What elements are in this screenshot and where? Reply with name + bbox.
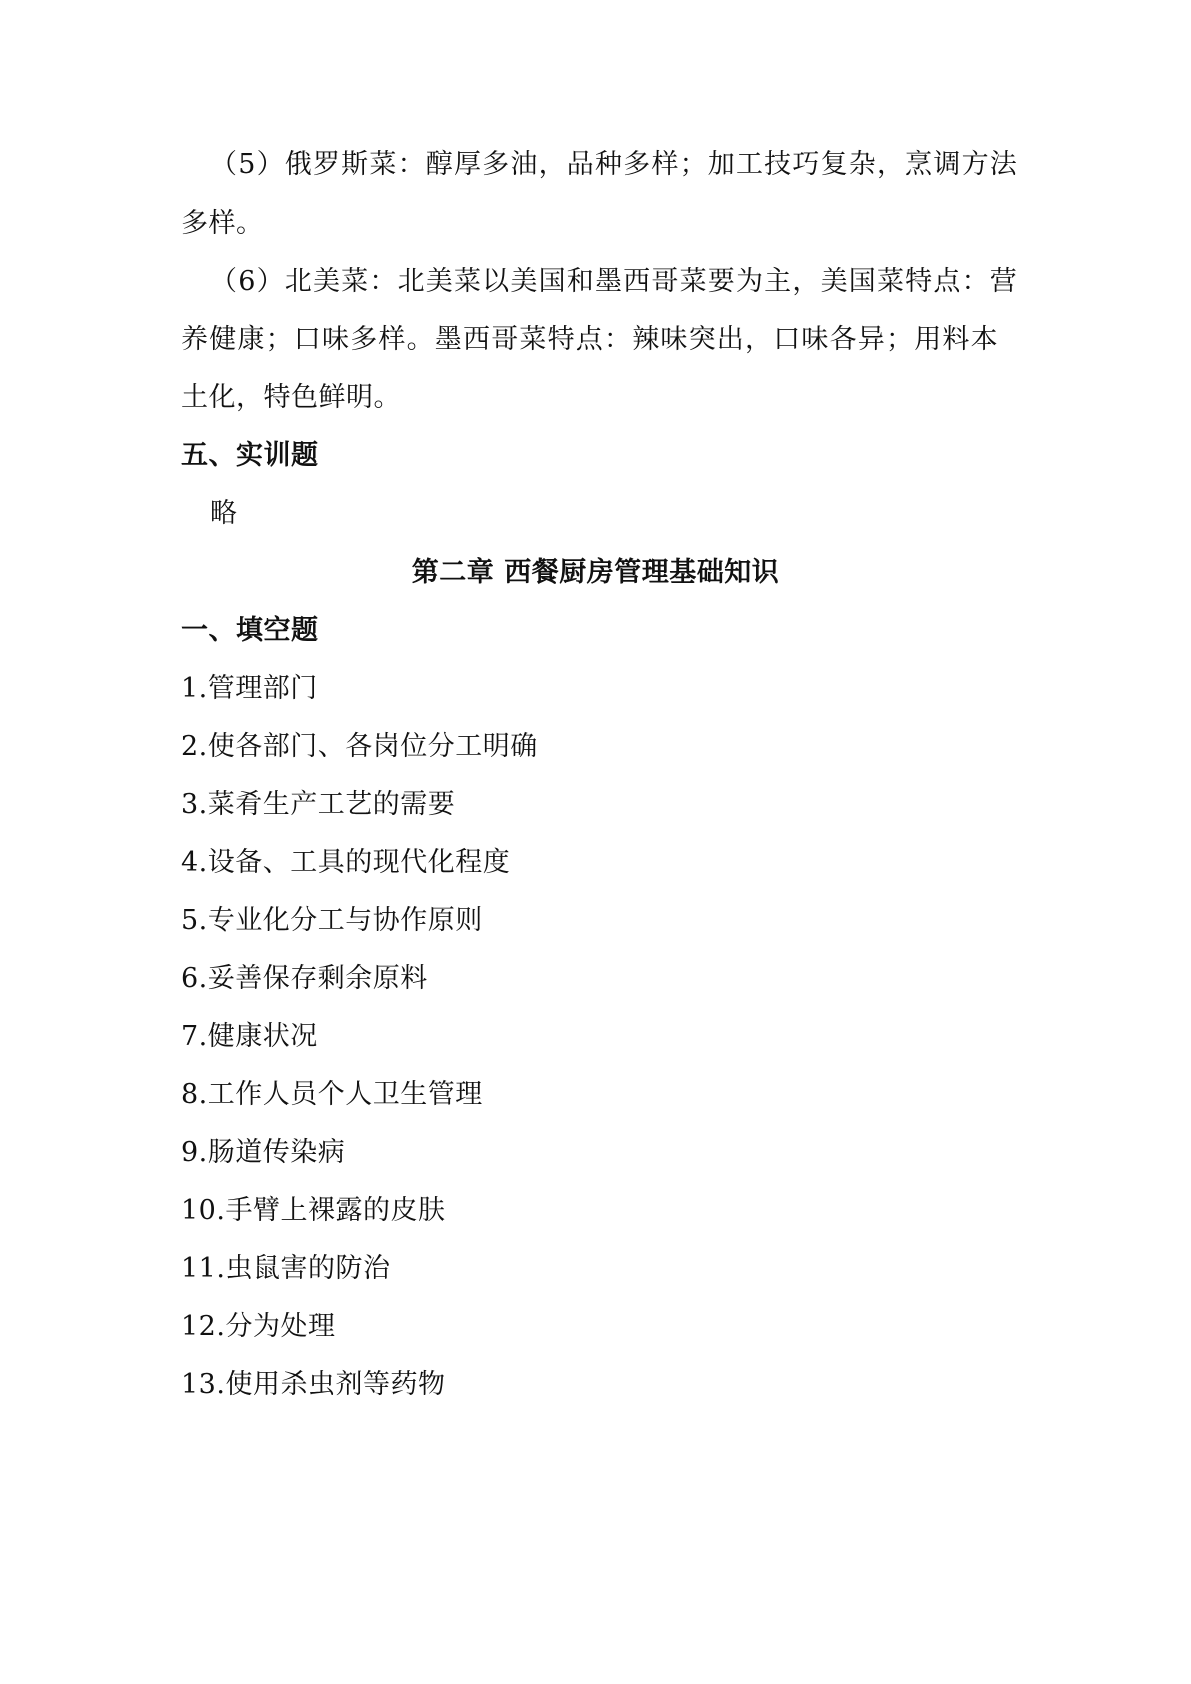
answer-item: 1.管理部门 — [181, 673, 318, 704]
answer-item: 6.妥善保存剩余原料 — [181, 963, 428, 994]
answer-item: 3.菜肴生产工艺的需要 — [181, 789, 456, 820]
answer-item: 10.手臂上裸露的皮肤 — [181, 1195, 446, 1226]
item-5-line-2: 多样。 — [181, 208, 264, 239]
answer-item: 11.虫鼠害的防治 — [181, 1253, 391, 1284]
item-5-line-1: （5）俄罗斯菜：醇厚多油，品种多样；加工技巧复杂，烹调方法 — [210, 149, 1018, 180]
answer-item: 8.工作人员个人卫生管理 — [181, 1079, 483, 1110]
item-6-line-3: 土化，特色鲜明。 — [181, 382, 401, 413]
section-5-body: 略 — [210, 498, 238, 529]
chapter-2-title: 第二章 西餐厨房管理基础知识 — [411, 557, 780, 588]
answer-item: 4.设备、工具的现代化程度 — [181, 847, 511, 878]
item-6-line-2: 养健康；口味多样。墨西哥菜特点：辣味突出，口味各异；用料本 — [181, 324, 999, 355]
answer-item: 9.肠道传染病 — [181, 1137, 346, 1168]
answer-item: 12.分为处理 — [181, 1311, 336, 1342]
answer-item: 13.使用杀虫剂等药物 — [181, 1369, 446, 1400]
answer-item: 5.专业化分工与协作原则 — [181, 905, 483, 936]
section-1-heading: 一、填空题 — [181, 615, 319, 646]
answer-item: 2.使各部门、各岗位分工明确 — [181, 731, 538, 762]
answer-item: 7.健康状况 — [181, 1021, 318, 1052]
item-6-line-1: （6）北美菜：北美菜以美国和墨西哥菜要为主，美国菜特点：营 — [210, 266, 1018, 297]
section-5-heading: 五、实训题 — [181, 440, 319, 471]
